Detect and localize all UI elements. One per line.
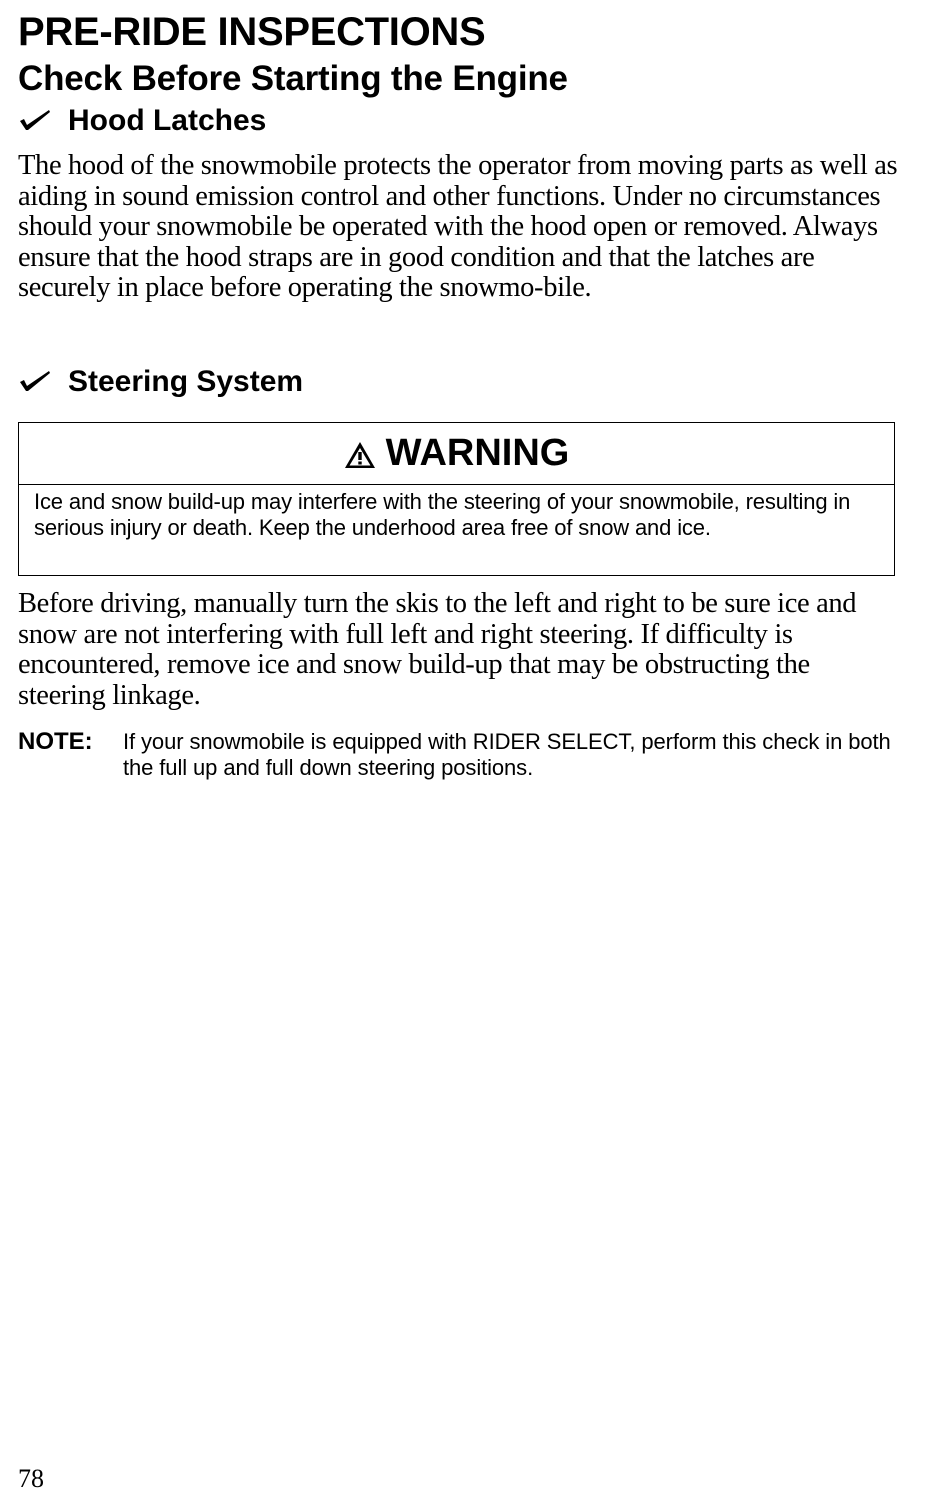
- warning-triangle-icon: [344, 441, 376, 469]
- hood-latches-paragraph: The hood of the snowmobile protects the operator from moving parts as well as aiding in sound emission control and other functions. Under no circumstances should your snowmobile be operated with the hood open or removed. Always ensure that the hood straps are in good condition and that the latches are securely in place before operating the snowmo-bile.: [18, 150, 898, 303]
- page-title: PRE-RIDE INSPECTIONS: [18, 10, 486, 54]
- section-heading-label: Steering System: [68, 365, 304, 398]
- note: [18, 729, 898, 781]
- checkmark-icon: [18, 108, 52, 134]
- warning-text: Ice and snow build-up may interfere with the steering of your snowmobile, resulting in serious injury or death. Keep the underhood area free of snow and ice.: [34, 489, 851, 540]
- warning-header: [19, 423, 894, 485]
- warning-box: [18, 422, 895, 576]
- note-text: If your snowmobile is equipped with RIDER SELECT, perform this check in both the full up and full down steering positions.: [123, 729, 891, 780]
- steering-system-paragraph: Before driving, manually turn the skis to the left and right to be sure ice and snow are not interfering with full left and right steering. If difficulty is encountered, remove ice and snow build-up that may be obstructing the steering linkage.: [18, 588, 857, 711]
- checkmark-icon: [18, 369, 52, 395]
- note-label: NOTE:: [18, 728, 93, 755]
- warning-label: WARNING: [385, 432, 570, 474]
- page-subtitle: Check Before Starting the Engine: [18, 59, 568, 98]
- section-heading-hood-latches: [18, 103, 266, 139]
- section-heading-label: Hood Latches: [68, 104, 267, 137]
- section-heading-steering-system: [18, 364, 303, 400]
- page-number: 78: [18, 1464, 44, 1493]
